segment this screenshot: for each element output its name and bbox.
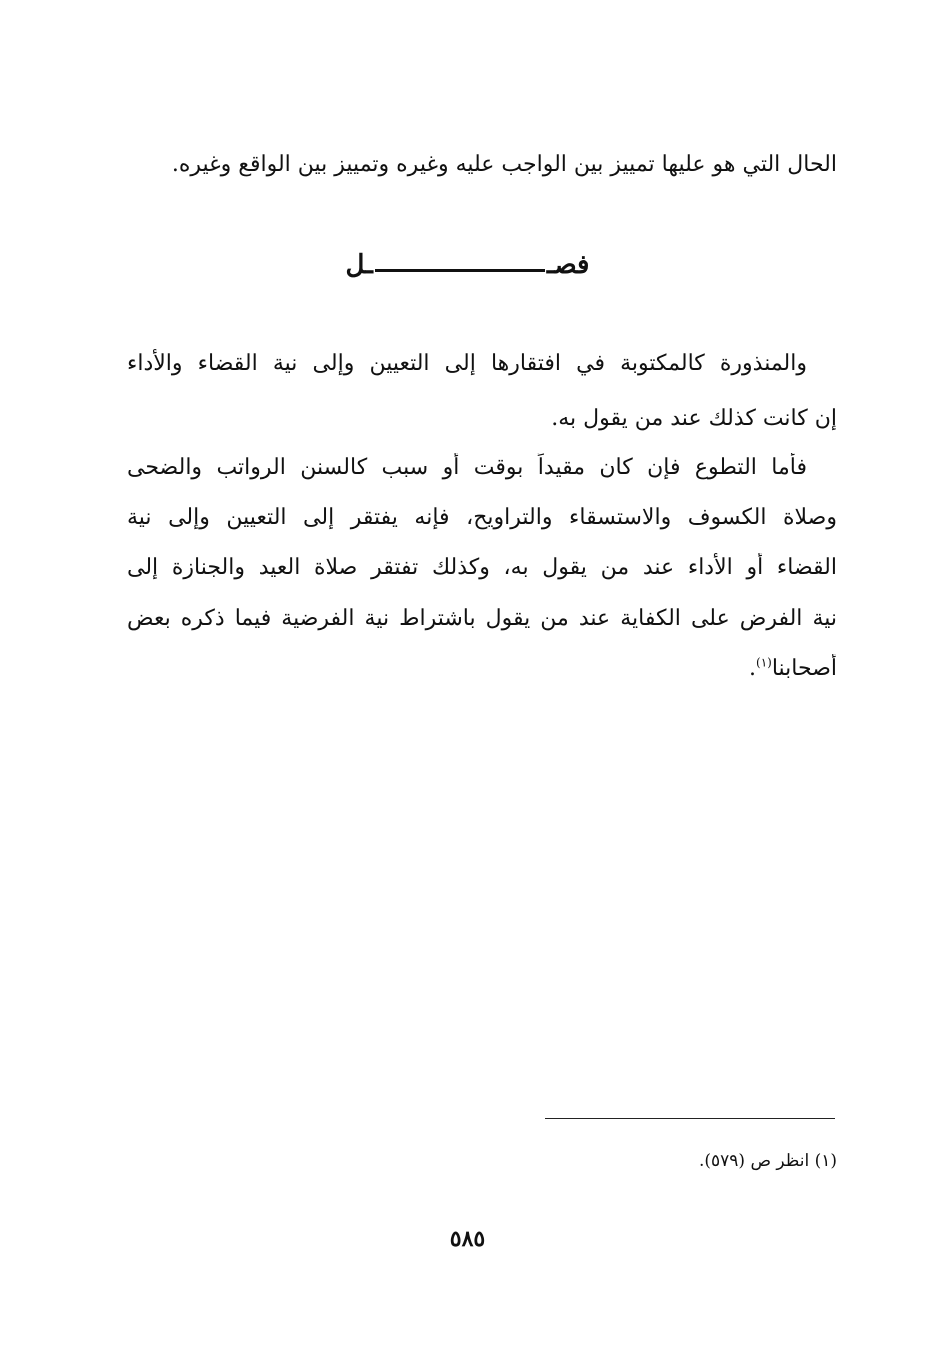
paragraph2-line1: فأما التطوع فإن كان مقيداً بوقت أو سبب كالسنن الرواتب والضحى — [127, 455, 807, 480]
footnote-text: (١) انظر ص (٥٧٩). — [698, 1151, 837, 1171]
page-number: ٥٨٥ — [449, 1226, 486, 1252]
section-heading — [0, 245, 935, 285]
paragraph2-line4: نية الفرض على الكفاية عند من يقول باشتراط نية الفرضية فيما ذكره بعض — [127, 606, 837, 631]
paragraph2-line3: القضاء أو الأداء عند من يقول به، وكذلك تفتقر صلاة العيد والجنازة إلى — [127, 555, 837, 580]
paragraph2-line5-text: أصحابنا — [771, 656, 837, 681]
paragraph1-line2: إن كانت كذلك عند من يقول به. — [551, 406, 837, 431]
heading-kashida — [375, 269, 545, 272]
paragraph2-line2: وصلاة الكسوف والاستسقاء والتراويح، فإنه يفتقر إلى التعيين وإلى نية — [127, 505, 837, 530]
paragraph2-line5-end: . — [749, 656, 756, 681]
heading-start: فصـ — [546, 250, 590, 280]
paragraph1-line1: والمنذورة كالمكتوبة في افتقارها إلى التعيين وإلى نية القضاء والأداء — [127, 351, 807, 376]
paragraph2-line5 — [127, 654, 837, 684]
footnote-reference: (١) — [756, 655, 772, 670]
footnote-separator — [545, 1118, 835, 1119]
heading-end: ـل — [345, 250, 373, 280]
carryover-line: الحال التي هو عليها تمييز بين الواجب عليه وغيره وتمييز بين الواقع وغيره. — [171, 152, 837, 177]
